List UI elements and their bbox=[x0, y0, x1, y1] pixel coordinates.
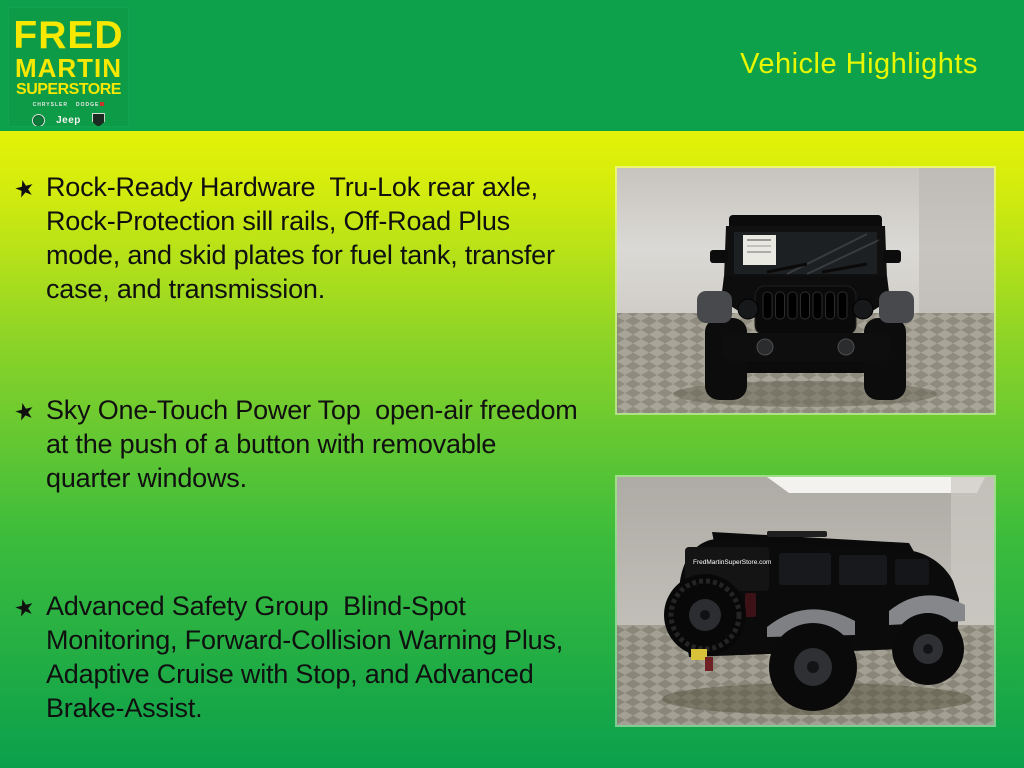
header-band bbox=[0, 0, 1024, 131]
tow-hook bbox=[705, 657, 713, 671]
vehicle-photo-front bbox=[617, 168, 994, 413]
bullet-text: Sky One-Touch Power Top open-air freedom at the push of a button with removable quarter windows. bbox=[46, 395, 585, 493]
open-sky-top bbox=[767, 531, 827, 537]
star-bullet-icon: ★ bbox=[11, 173, 38, 204]
jeep-wordmark: Jeep bbox=[56, 114, 81, 126]
taillight bbox=[745, 593, 756, 617]
logo-brand-wordmarks bbox=[9, 102, 128, 108]
bullet-text: Rock-Ready Hardware Tru-Lok rear axle, Rock-Protection sill rails, Off-Road Plus mode, and skid plates for fuel tank, transfer case, and transmission. bbox=[46, 172, 563, 304]
bullet-advanced-safety-group bbox=[11, 589, 586, 725]
rear-window-watermark: FredMartinSuperStore.com bbox=[693, 559, 772, 566]
left-mirror bbox=[710, 250, 728, 263]
logo-line-martin: MARTIN bbox=[14, 53, 123, 83]
left-fog-light bbox=[757, 339, 773, 355]
left-headlight bbox=[738, 299, 758, 319]
logo-brand-badges bbox=[9, 113, 128, 127]
logo-line-superstore: SUPERSTORE bbox=[16, 81, 121, 98]
front-jeep-illustration bbox=[617, 168, 994, 413]
front-bumper bbox=[721, 333, 890, 361]
bullet-text: Advanced Safety Group Blind-Spot Monitoring, Forward-Collision Warning Plus, Adaptive Cruise with Stop, and Advanced Brake-Assist. bbox=[46, 591, 569, 723]
dealership-logo bbox=[8, 7, 129, 127]
right-fog-light bbox=[838, 339, 854, 355]
star-bullet-icon: ★ bbox=[11, 592, 38, 623]
license-plate bbox=[691, 649, 707, 660]
rear-jeep-illustration bbox=[617, 477, 994, 725]
bullet-rock-ready-hardware bbox=[11, 170, 586, 306]
right-fender-flare bbox=[879, 291, 914, 323]
logo-line-fred: FRED bbox=[13, 14, 124, 57]
black-jeep-front bbox=[697, 215, 914, 400]
dodge-red-mark-icon bbox=[100, 102, 104, 106]
fiat-badge-icon bbox=[32, 114, 45, 127]
vehicle-photo-rear bbox=[617, 477, 994, 725]
page-title: Vehicle Highlights bbox=[740, 48, 978, 80]
ram-badge-icon bbox=[92, 113, 105, 127]
bullet-sky-one-touch-top bbox=[11, 393, 586, 495]
star-bullet-icon: ★ bbox=[11, 396, 38, 427]
right-mirror bbox=[883, 250, 901, 263]
right-headlight bbox=[853, 299, 873, 319]
chrysler-wordmark: CHRYSLER bbox=[32, 102, 68, 108]
left-fender-flare bbox=[697, 291, 732, 323]
dodge-wordmark: DODGE bbox=[76, 102, 104, 108]
